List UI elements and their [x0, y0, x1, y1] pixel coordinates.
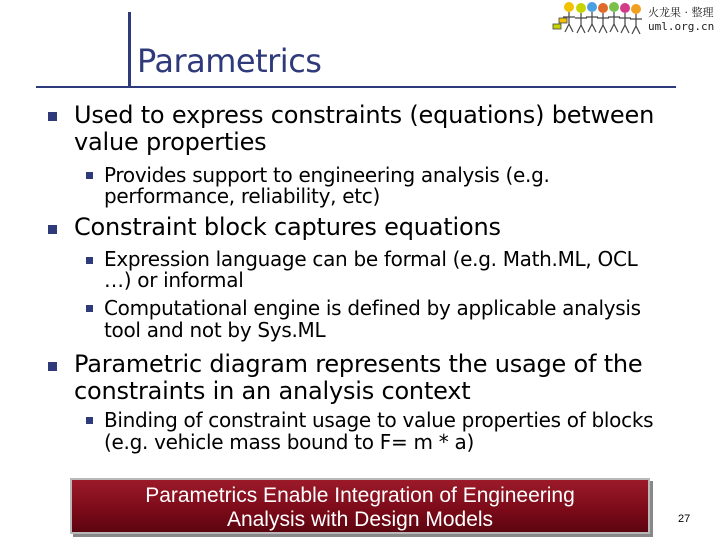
sub-bullet-1-1-line-2: performance, reliability, etc)	[104, 184, 380, 208]
sub-bullet-marker	[86, 172, 93, 179]
sub-bullet-marker	[86, 305, 93, 312]
title-vertical-rule	[128, 12, 131, 87]
banner-line-1: Parametrics Enable Integration of Engineering	[145, 484, 575, 507]
sub-bullet-1-1-line-1: Provides support to engineering analysis (e.g.	[104, 163, 550, 187]
bullet-3-line-2: constraints in an analysis context	[74, 377, 471, 405]
logo-text-top: 火龙果 · 整理	[648, 6, 714, 19]
logo-text-bottom: uml.org.cn	[648, 20, 715, 33]
page-number: 27	[678, 513, 691, 525]
sub-bullet-2-1-line-1: Expression language can be formal (e.g. Math.ML, OCL	[104, 247, 638, 271]
bullet-1-line-2: value properties	[74, 128, 267, 156]
bullet-marker	[48, 362, 57, 371]
bullet-marker	[48, 225, 57, 234]
bullet-1-line-1: Used to express constraints (equations) between	[74, 101, 655, 129]
bullet-marker	[48, 112, 57, 121]
sub-bullet-2-2-line-2: tool and not by Sys.ML	[104, 318, 326, 342]
callout-banner	[70, 478, 650, 534]
sub-bullet-3-1-line-2: (e.g. vehicle mass bound to F= m * a)	[104, 430, 474, 454]
sub-bullet-marker	[86, 257, 93, 264]
sub-bullet-2-1-line-2: …) or informal	[104, 268, 244, 292]
bullet-2-line-1: Constraint block captures equations	[74, 213, 501, 241]
sub-bullet-2-2-line-1: Computational engine is defined by applicable analysis	[104, 296, 641, 320]
sub-bullet-3-1-line-1: Binding of constraint usage to value properties of blocks	[104, 408, 654, 432]
title-horizontal-rule	[36, 86, 676, 88]
bullet-3-line-1: Parametric diagram represents the usage of the	[74, 350, 643, 378]
sub-bullet-marker	[86, 417, 93, 424]
banner-line-2: Analysis with Design Models	[226, 508, 494, 531]
page-title: Parametrics	[137, 42, 322, 80]
